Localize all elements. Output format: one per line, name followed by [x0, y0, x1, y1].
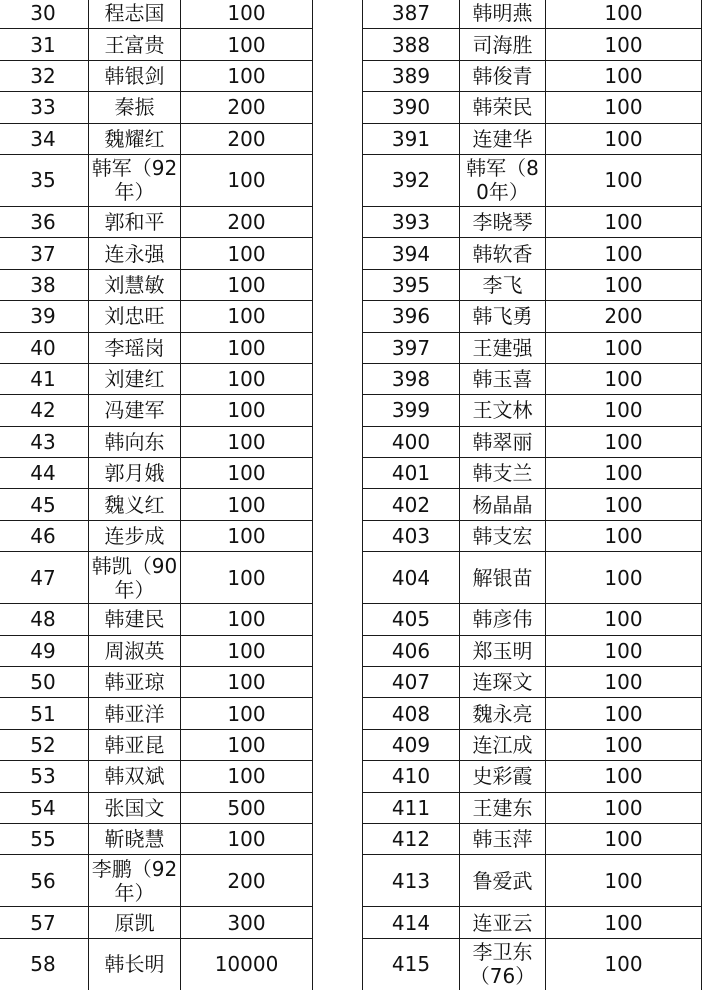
column-gap: [313, 667, 363, 698]
amount-cell: 100: [181, 332, 313, 363]
amount-cell: 100: [546, 855, 702, 907]
row-number-cell: 393: [363, 206, 460, 237]
amount-cell: 200: [181, 206, 313, 237]
row-number-cell: 410: [363, 761, 460, 792]
amount-cell: 100: [546, 363, 702, 394]
row-number-cell: 392: [363, 154, 460, 206]
amount-cell: 100: [181, 269, 313, 300]
column-gap: [313, 761, 363, 792]
amount-cell: 100: [181, 238, 313, 269]
row-number-cell: 412: [363, 823, 460, 854]
table-row: [0, 426, 702, 457]
row-number-cell: 36: [0, 206, 89, 237]
row-number-cell: 415: [363, 938, 460, 990]
row-number-cell: 40: [0, 332, 89, 363]
row-number-cell: 406: [363, 635, 460, 666]
column-gap: [313, 332, 363, 363]
amount-cell: 100: [546, 60, 702, 91]
table-row: [0, 792, 702, 823]
row-number-cell: 396: [363, 301, 460, 332]
amount-cell: 100: [181, 604, 313, 635]
row-number-cell: 46: [0, 520, 89, 551]
column-gap: [313, 29, 363, 60]
row-number-cell: 403: [363, 520, 460, 551]
amount-cell: 10000: [181, 938, 313, 990]
donor-name-cell: 魏永亮: [460, 698, 546, 729]
amount-cell: 100: [181, 698, 313, 729]
amount-cell: 100: [181, 301, 313, 332]
row-number-cell: 33: [0, 92, 89, 123]
amount-cell: 100: [546, 238, 702, 269]
donor-name-cell: 韩长明: [89, 938, 181, 990]
column-gap: [313, 604, 363, 635]
amount-cell: 200: [546, 301, 702, 332]
row-number-cell: 37: [0, 238, 89, 269]
row-number-cell: 56: [0, 855, 89, 907]
donor-name-cell: 韩支兰: [460, 458, 546, 489]
table-row: [0, 206, 702, 237]
row-number-cell: 39: [0, 301, 89, 332]
row-number-cell: 34: [0, 123, 89, 154]
donor-name-cell: 李鹏（92年）: [89, 855, 181, 907]
amount-cell: 100: [181, 761, 313, 792]
donor-name-cell: 韩支宏: [460, 520, 546, 551]
table-row: [0, 604, 702, 635]
row-number-cell: 397: [363, 332, 460, 363]
column-gap: [313, 729, 363, 760]
row-number-cell: 389: [363, 60, 460, 91]
amount-cell: 100: [546, 206, 702, 237]
donor-name-cell: 连建华: [460, 123, 546, 154]
amount-cell: 100: [181, 154, 313, 206]
table-row: [0, 458, 702, 489]
donor-name-cell: 靳晓慧: [89, 823, 181, 854]
column-gap: [313, 154, 363, 206]
donor-name-cell: 韩玉萍: [460, 823, 546, 854]
row-number-cell: 31: [0, 29, 89, 60]
amount-cell: 500: [181, 792, 313, 823]
row-number-cell: 387: [363, 0, 460, 29]
table-row: [0, 489, 702, 520]
donor-name-cell: 刘忠旺: [89, 301, 181, 332]
row-number-cell: 409: [363, 729, 460, 760]
amount-cell: 100: [546, 667, 702, 698]
amount-cell: 200: [181, 855, 313, 907]
column-gap: [313, 0, 363, 29]
amount-cell: 100: [546, 761, 702, 792]
row-number-cell: 57: [0, 907, 89, 938]
amount-cell: 100: [546, 458, 702, 489]
amount-cell: 100: [181, 0, 313, 29]
column-gap: [313, 552, 363, 604]
table-row: [0, 520, 702, 551]
donor-name-cell: 魏耀红: [89, 123, 181, 154]
donor-name-cell: 韩荣民: [460, 92, 546, 123]
row-number-cell: 407: [363, 667, 460, 698]
amount-cell: 100: [181, 635, 313, 666]
donor-name-cell: 原凯: [89, 907, 181, 938]
row-number-cell: 394: [363, 238, 460, 269]
table-row: [0, 938, 702, 990]
row-number-cell: 55: [0, 823, 89, 854]
column-gap: [313, 823, 363, 854]
amount-cell: 100: [181, 520, 313, 551]
table-row: [0, 907, 702, 938]
donor-name-cell: 韩亚昆: [89, 729, 181, 760]
table-row: [0, 729, 702, 760]
column-gap: [313, 92, 363, 123]
row-number-cell: 399: [363, 395, 460, 426]
donor-name-cell: 李卫东（76）: [460, 938, 546, 990]
amount-cell: 100: [181, 458, 313, 489]
amount-cell: 100: [546, 426, 702, 457]
row-number-cell: 413: [363, 855, 460, 907]
amount-cell: 300: [181, 907, 313, 938]
donor-name-cell: 鲁爱武: [460, 855, 546, 907]
donor-name-cell: 郑玉明: [460, 635, 546, 666]
row-number-cell: 42: [0, 395, 89, 426]
donor-name-cell: 韩凯（90年）: [89, 552, 181, 604]
row-number-cell: 48: [0, 604, 89, 635]
donor-name-cell: 连江成: [460, 729, 546, 760]
row-number-cell: 388: [363, 29, 460, 60]
amount-cell: 100: [546, 604, 702, 635]
column-gap: [313, 458, 363, 489]
donor-name-cell: 韩军（80年）: [460, 154, 546, 206]
donor-name-cell: 韩双斌: [89, 761, 181, 792]
row-number-cell: 390: [363, 92, 460, 123]
column-gap: [313, 426, 363, 457]
amount-cell: 200: [181, 123, 313, 154]
column-gap: [313, 301, 363, 332]
column-gap: [313, 635, 363, 666]
donor-name-cell: 连亚云: [460, 907, 546, 938]
table-row: [0, 823, 702, 854]
row-number-cell: 49: [0, 635, 89, 666]
table-row: [0, 269, 702, 300]
column-gap: [313, 520, 363, 551]
table-row: [0, 363, 702, 394]
amount-cell: 100: [181, 29, 313, 60]
column-gap: [313, 238, 363, 269]
donor-name-cell: 解银苗: [460, 552, 546, 604]
donor-name-cell: 韩俊青: [460, 60, 546, 91]
column-gap: [313, 698, 363, 729]
donor-name-cell: 郭和平: [89, 206, 181, 237]
donor-name-cell: 韩软香: [460, 238, 546, 269]
table-row: [0, 60, 702, 91]
column-gap: [313, 206, 363, 237]
amount-cell: 100: [546, 154, 702, 206]
table-row: [0, 667, 702, 698]
donor-name-cell: 冯建军: [89, 395, 181, 426]
row-number-cell: 408: [363, 698, 460, 729]
amount-cell: 100: [546, 792, 702, 823]
donor-name-cell: 韩明燕: [460, 0, 546, 29]
row-number-cell: 35: [0, 154, 89, 206]
amount-cell: 100: [546, 938, 702, 990]
column-gap: [313, 395, 363, 426]
amount-cell: 100: [181, 426, 313, 457]
column-gap: [313, 60, 363, 91]
donor-name-cell: 刘建红: [89, 363, 181, 394]
table-row: [0, 635, 702, 666]
table-row: [0, 332, 702, 363]
donor-name-cell: 司海胜: [460, 29, 546, 60]
amount-cell: 100: [181, 667, 313, 698]
row-number-cell: 47: [0, 552, 89, 604]
row-number-cell: 52: [0, 729, 89, 760]
donor-name-cell: 王建东: [460, 792, 546, 823]
donor-name-cell: 李晓琴: [460, 206, 546, 237]
donor-name-cell: 张国文: [89, 792, 181, 823]
amount-cell: 200: [181, 92, 313, 123]
amount-cell: 100: [546, 332, 702, 363]
amount-cell: 100: [546, 635, 702, 666]
amount-cell: 100: [546, 92, 702, 123]
amount-cell: 100: [546, 29, 702, 60]
column-gap: [313, 855, 363, 907]
donor-name-cell: 魏义红: [89, 489, 181, 520]
amount-cell: 100: [546, 520, 702, 551]
table-row: [0, 123, 702, 154]
column-gap: [313, 792, 363, 823]
column-gap: [313, 489, 363, 520]
amount-cell: 100: [546, 907, 702, 938]
donor-name-cell: 周淑英: [89, 635, 181, 666]
row-number-cell: 50: [0, 667, 89, 698]
amount-cell: 100: [181, 489, 313, 520]
row-number-cell: 53: [0, 761, 89, 792]
amount-cell: 100: [546, 269, 702, 300]
table-row: [0, 855, 702, 907]
row-number-cell: 414: [363, 907, 460, 938]
row-number-cell: 43: [0, 426, 89, 457]
amount-cell: 100: [181, 729, 313, 760]
row-number-cell: 32: [0, 60, 89, 91]
donor-name-cell: 韩军（92年）: [89, 154, 181, 206]
row-number-cell: 51: [0, 698, 89, 729]
donor-name-cell: 王富贵: [89, 29, 181, 60]
column-gap: [313, 363, 363, 394]
donor-name-cell: 杨晶晶: [460, 489, 546, 520]
column-gap: [313, 123, 363, 154]
row-number-cell: 58: [0, 938, 89, 990]
amount-cell: 100: [181, 823, 313, 854]
table-row: [0, 761, 702, 792]
amount-cell: 100: [546, 395, 702, 426]
amount-cell: 100: [546, 552, 702, 604]
amount-cell: 100: [546, 0, 702, 29]
row-number-cell: 45: [0, 489, 89, 520]
donor-name-cell: 韩亚琼: [89, 667, 181, 698]
donor-name-cell: 王建强: [460, 332, 546, 363]
donor-name-cell: 韩彦伟: [460, 604, 546, 635]
donor-name-cell: 韩飞勇: [460, 301, 546, 332]
donor-name-cell: 李瑶岗: [89, 332, 181, 363]
donor-name-cell: 连步成: [89, 520, 181, 551]
column-gap: [313, 907, 363, 938]
donor-name-cell: 韩银剑: [89, 60, 181, 91]
donor-name-cell: 韩向东: [89, 426, 181, 457]
donor-name-cell: 程志国: [89, 0, 181, 29]
donor-name-cell: 刘慧敏: [89, 269, 181, 300]
row-number-cell: 391: [363, 123, 460, 154]
row-number-cell: 404: [363, 552, 460, 604]
amount-cell: 100: [546, 823, 702, 854]
amount-cell: 100: [546, 489, 702, 520]
donor-name-cell: 韩建民: [89, 604, 181, 635]
amount-cell: 100: [546, 123, 702, 154]
amount-cell: 100: [546, 698, 702, 729]
amount-cell: 100: [181, 363, 313, 394]
table-row: [0, 238, 702, 269]
row-number-cell: 30: [0, 0, 89, 29]
row-number-cell: 405: [363, 604, 460, 635]
donor-name-cell: 韩翠丽: [460, 426, 546, 457]
row-number-cell: 38: [0, 269, 89, 300]
column-gap: [313, 938, 363, 990]
donor-name-cell: 秦振: [89, 92, 181, 123]
table-row: [0, 395, 702, 426]
table-row: [0, 552, 702, 604]
row-number-cell: 44: [0, 458, 89, 489]
amount-cell: 100: [181, 395, 313, 426]
table-row: [0, 29, 702, 60]
donor-name-cell: 韩玉喜: [460, 363, 546, 394]
donor-name-cell: 王文林: [460, 395, 546, 426]
donor-name-cell: 郭月娥: [89, 458, 181, 489]
donor-name-cell: 李飞: [460, 269, 546, 300]
row-number-cell: 395: [363, 269, 460, 300]
donor-name-cell: 连琛文: [460, 667, 546, 698]
row-number-cell: 401: [363, 458, 460, 489]
donor-name-cell: 连永强: [89, 238, 181, 269]
row-number-cell: 41: [0, 363, 89, 394]
table-row: [0, 698, 702, 729]
table-row: [0, 92, 702, 123]
row-number-cell: 411: [363, 792, 460, 823]
donor-name-cell: 史彩霞: [460, 761, 546, 792]
row-number-cell: 402: [363, 489, 460, 520]
donor-name-cell: 韩亚洋: [89, 698, 181, 729]
table-row: [0, 154, 702, 206]
amount-cell: 100: [181, 60, 313, 91]
column-gap: [313, 269, 363, 300]
amount-cell: 100: [181, 552, 313, 604]
row-number-cell: 398: [363, 363, 460, 394]
table-row: [0, 301, 702, 332]
amount-cell: 100: [546, 729, 702, 760]
row-number-cell: 400: [363, 426, 460, 457]
row-number-cell: 54: [0, 792, 89, 823]
table-row: [0, 0, 702, 29]
